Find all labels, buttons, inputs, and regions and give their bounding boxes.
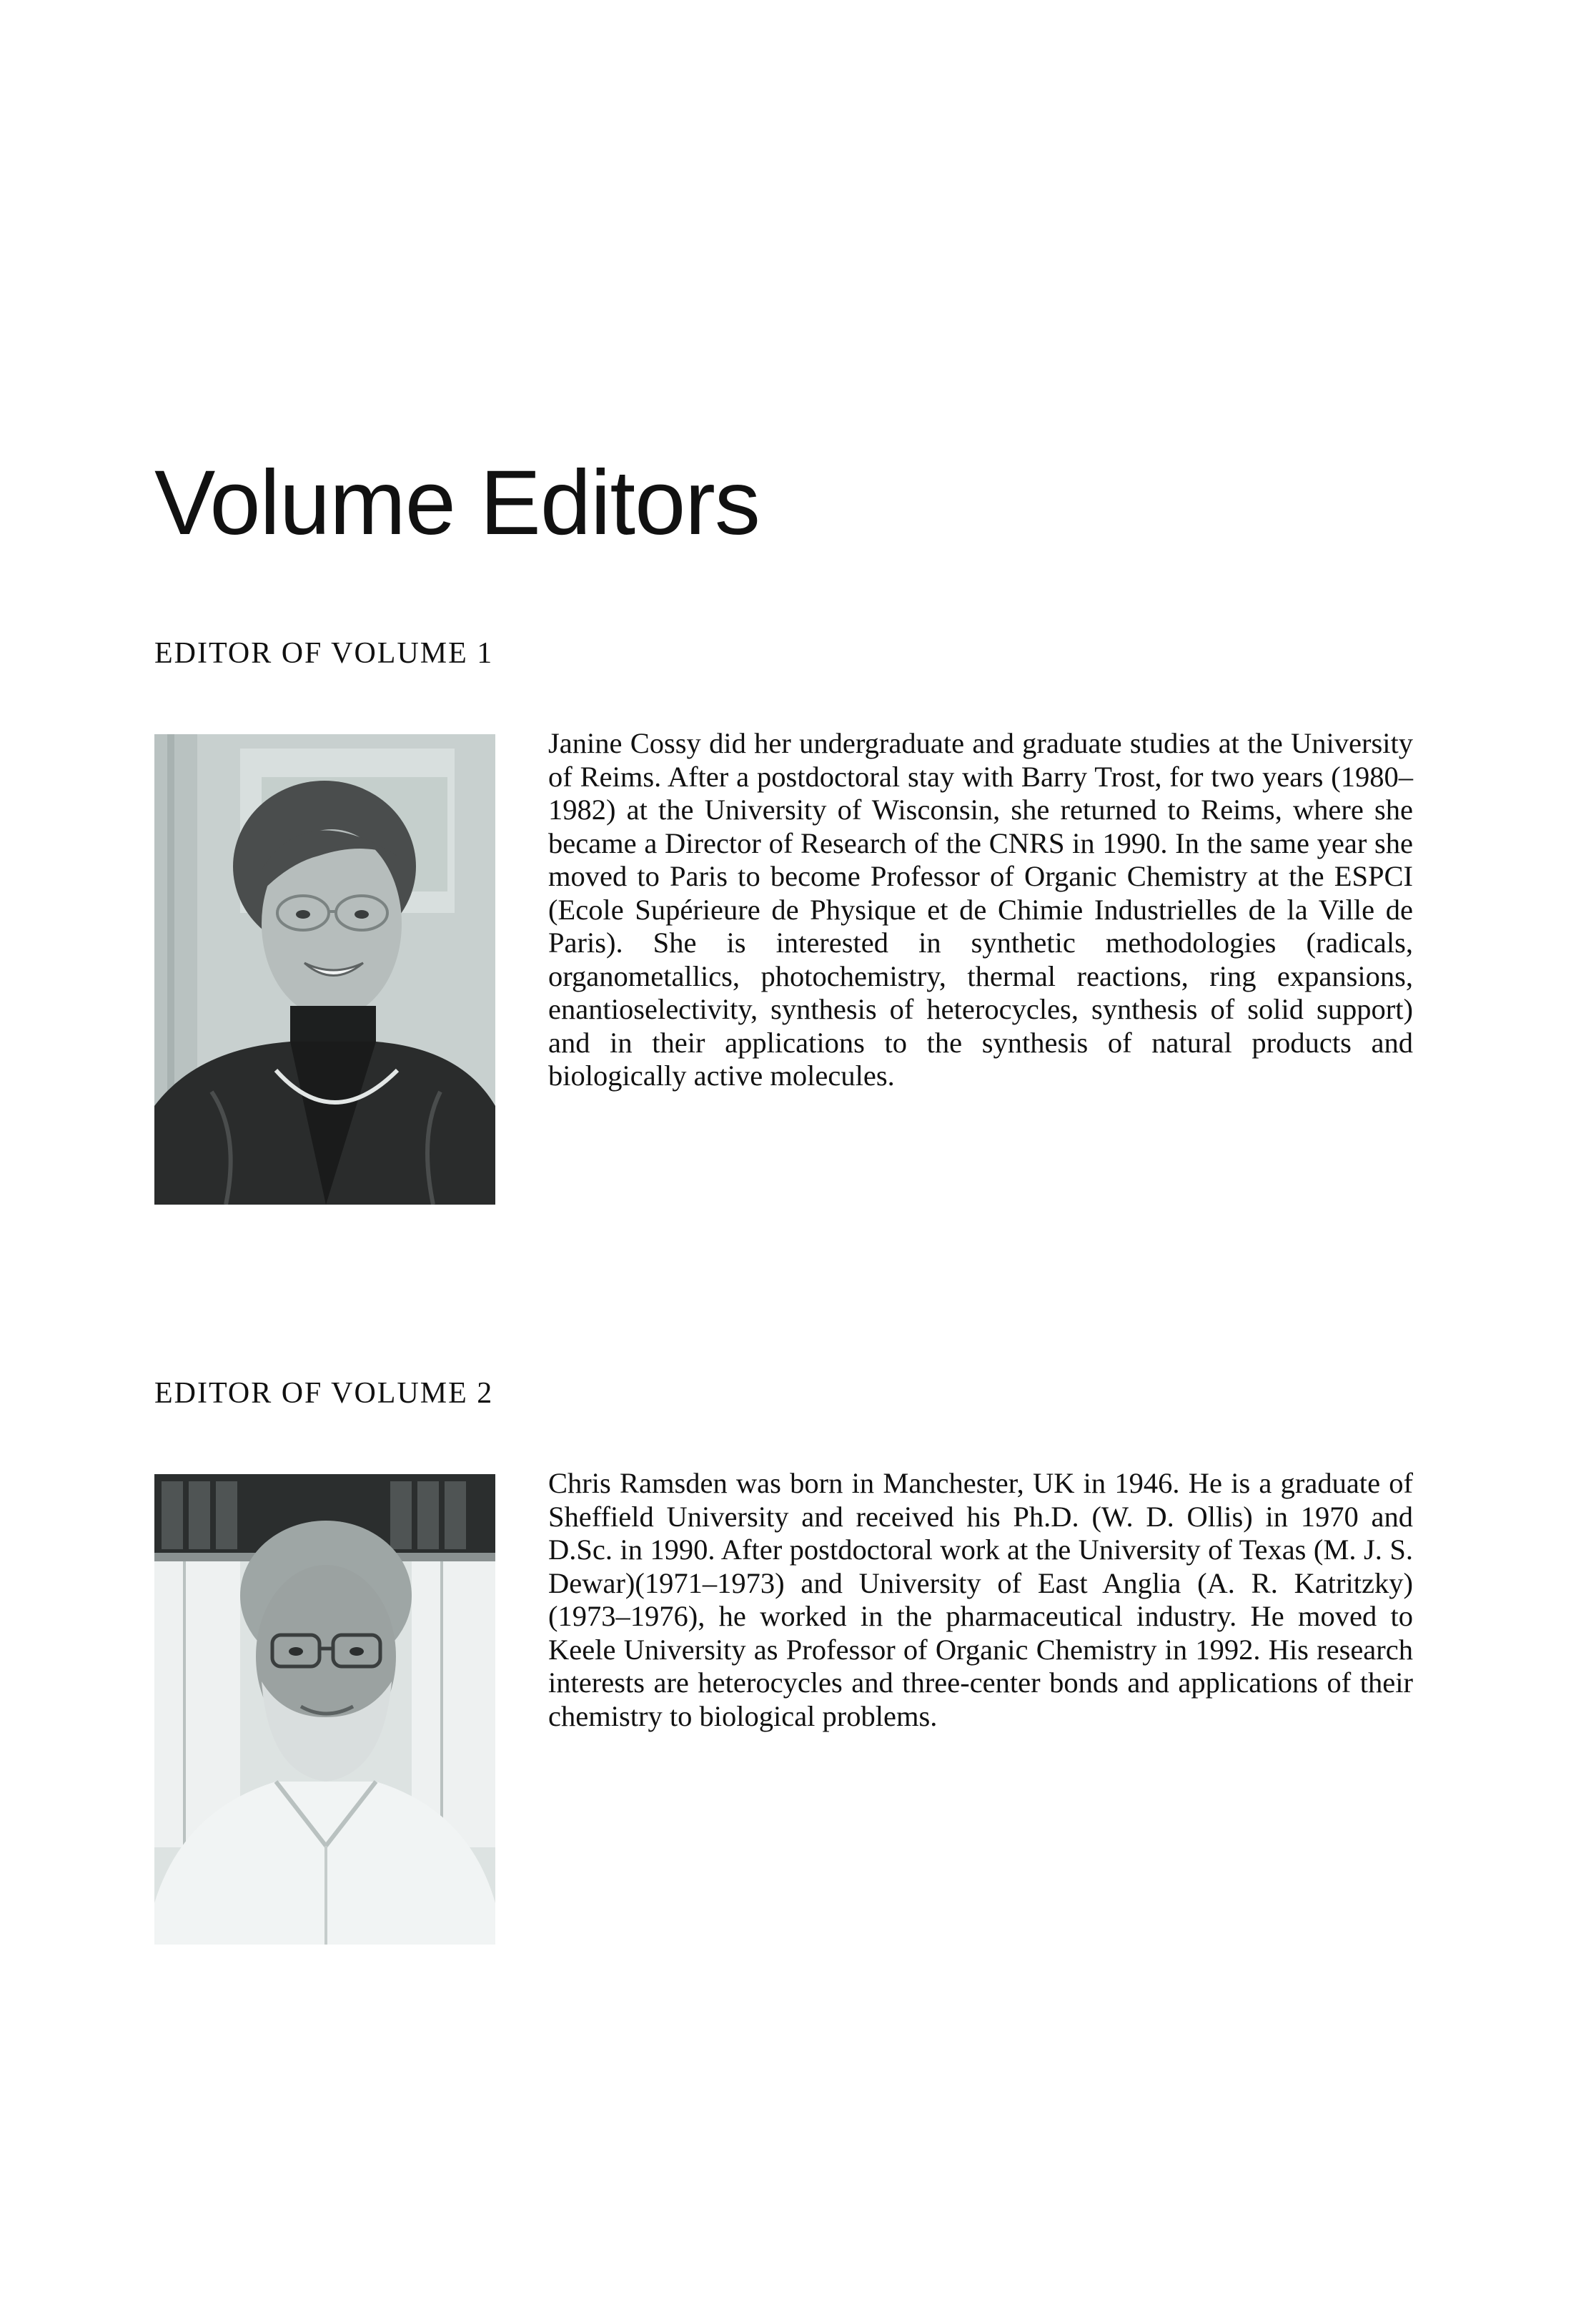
editor-photo-volume-1 <box>154 734 495 1205</box>
page-title: Volume Editors <box>154 452 760 554</box>
section-heading-volume-1: EDITOR OF VOLUME 1 <box>154 637 494 670</box>
portrait-woman-image <box>154 734 495 1205</box>
editor-photo-volume-2 <box>154 1474 495 1945</box>
section-heading-volume-2: EDITOR OF VOLUME 2 <box>154 1377 494 1410</box>
editor-bio-volume-2: Chris Ramsden was born in Manchester, UK in 1946. He is a graduate of Sheffield University and received his Ph.D. (W. D. Ollis) in 1970 and D.Sc. in 1990. After postdoctoral work at the University of Texas (M. J. S. Dewar)(1971–1973) and University of East Anglia (A. R. Katritzky)(1973–1976), he worked in the pharmaceutical industry. He moved to Keele University as Professor of Organic Chemistry in 1992. His research interests are heterocycles and three-center bonds and applications of their chemistry to biological problems. <box>548 1467 1413 1732</box>
editor-bio-volume-1: Janine Cossy did her undergraduate and graduate studies at the University of Reims. After a postdoctoral stay with Barry Trost, for two years (1980–1982) at the University of Wisconsin, she returned to Reims, where she became a Director of Research of the CNRS in 1990. In the same year she moved to Paris to become Professor of Organic Chemistry at the ESPCI (Ecole Supérieure de Physique et de Chimie Industrielles de la Ville de Paris). She is interested in synthetic methodologies (radicals, organometallics, photochemistry, thermal reactions, ring expansions, enantioselectivity, synthesis of heterocycles, synthesis of solid support) and in their applications to the synthesis of natural products and biologically active molecules. <box>548 727 1413 1092</box>
portrait-man-image <box>154 1474 495 1945</box>
